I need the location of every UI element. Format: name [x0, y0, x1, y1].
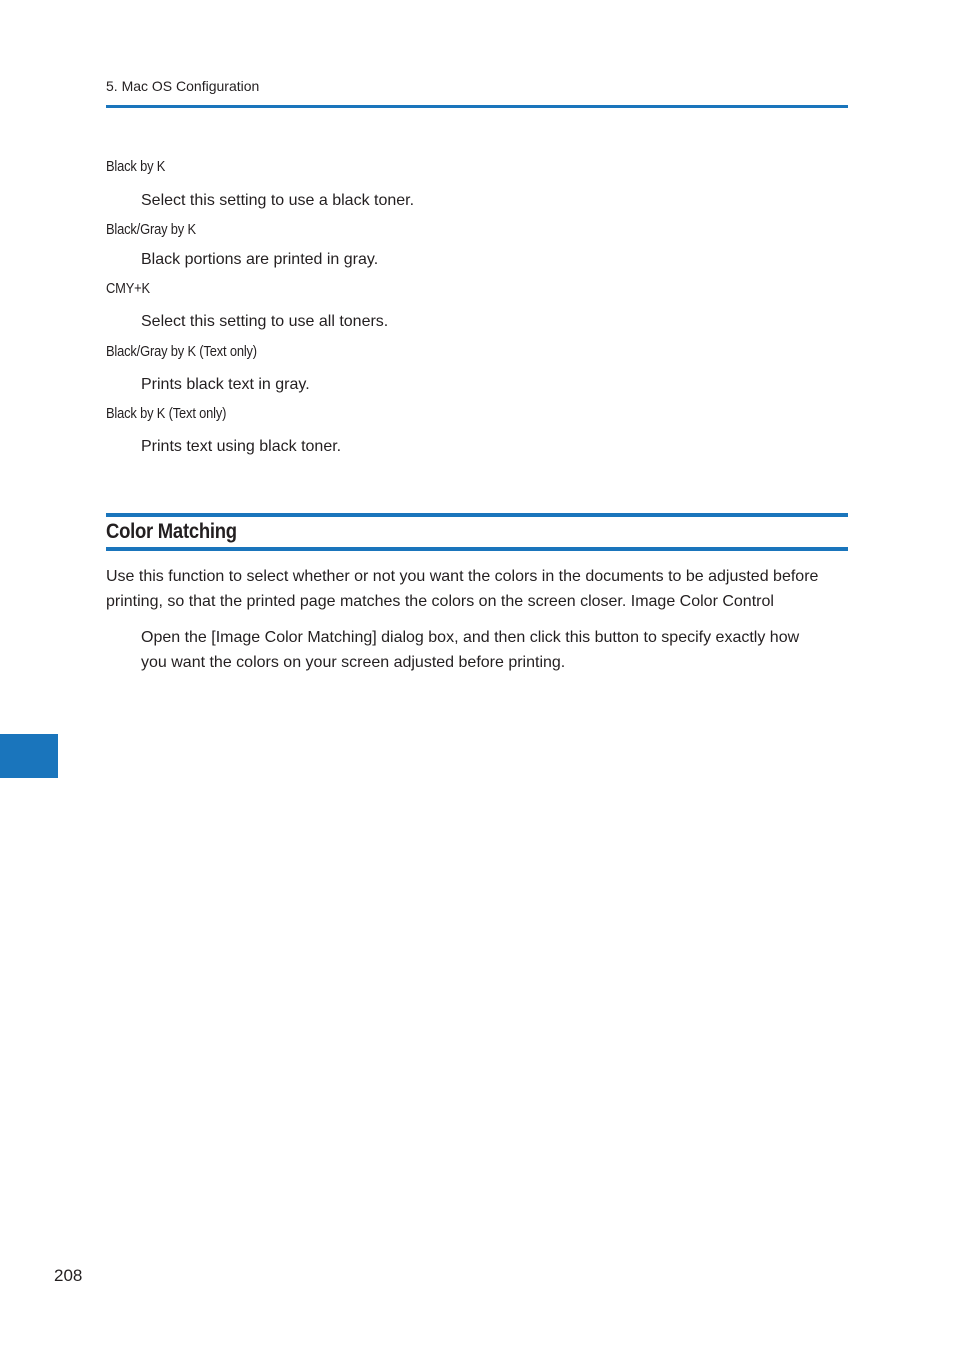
section-title: Color Matching: [106, 520, 237, 543]
setting-desc-black-gray-by-k: Black portions are printed in gray.: [141, 251, 379, 268]
section-intro-line-1: Use this function to select whether or not you want the colors in the documents to be adjusted before: [106, 568, 819, 585]
page-number: 208: [54, 1266, 83, 1285]
setting-term-cmy-k: CMY+K: [106, 280, 150, 297]
setting-desc-cmy-k: Select this setting to use all toners.: [141, 313, 389, 330]
section-detail-line-2: you want the colors on your screen adjusted before printing.: [141, 654, 566, 671]
header-rule: [106, 105, 848, 108]
setting-desc-black-gray-text-only: Prints black text in gray.: [141, 376, 310, 393]
section-intro-line-2: printing, so that the printed page matches the colors on the screen closer. Image Color Control: [106, 593, 774, 610]
setting-desc-black-by-k: Select this setting to use a black toner.: [141, 192, 415, 209]
setting-term-black-text-only: Black by K (Text only): [106, 405, 227, 422]
running-header: 5. Mac OS Configuration: [106, 78, 260, 94]
setting-term-black-gray-text-only: Black/Gray by K (Text only): [106, 343, 257, 360]
setting-term-black-by-k: Black by K: [106, 158, 166, 175]
section-rule-top: [106, 513, 848, 517]
section-rule-bottom: [106, 547, 848, 551]
chapter-side-tab: [0, 734, 58, 778]
section-detail-line-1: Open the [Image Color Matching] dialog box, and then click this button to specify exactly how: [141, 629, 800, 646]
setting-desc-black-text-only: Prints text using black toner.: [141, 438, 342, 455]
setting-term-black-gray-by-k: Black/Gray by K: [106, 221, 196, 238]
